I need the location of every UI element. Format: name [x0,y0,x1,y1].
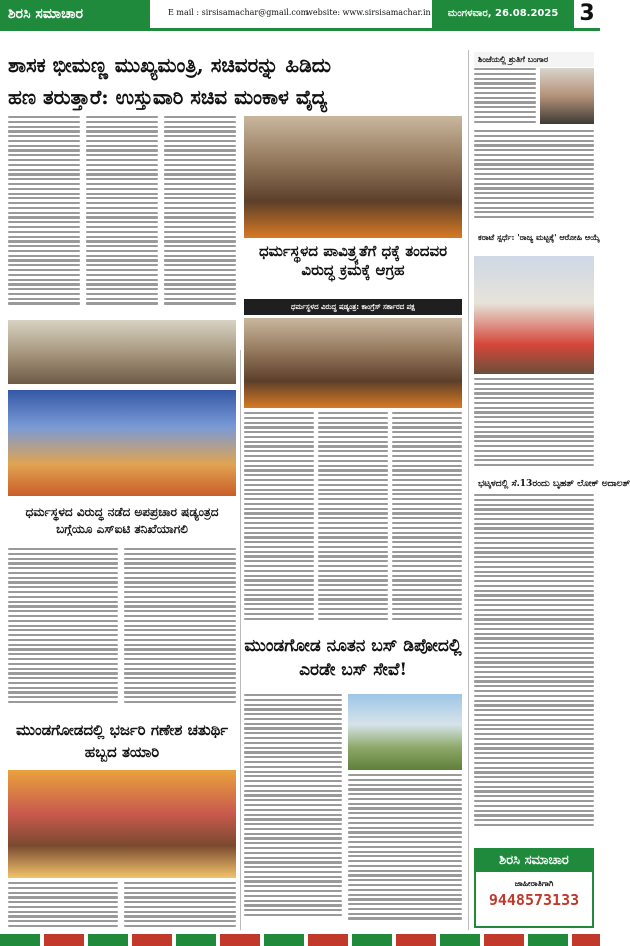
bus-body-col2 [348,774,462,930]
website-line: website: www.sirsisamachar.in [306,8,431,17]
column-divider [240,350,241,930]
ganesh-photo-market [8,770,236,878]
ad-title: ಶಿರಸಿ ಸಮಾಚಾರ [476,850,592,872]
dharmasthala-photo-protest [244,318,462,408]
conspiracy-body-col1 [8,548,118,712]
ad-label: ಜಾಹೀರಾತಿಗಾಗಿ [514,879,554,888]
masthead-rule [0,28,600,31]
bus-depot-headline: ಮುಂಡಗೋಡ ನೂತನ ಬಸ್ ಡಿಪೋದಲ್ಲಿ ಎರಡೇ ಬಸ್ ಸೇವೆ! [244,632,462,688]
newspaper-title: ಶಿರಸಿ ಸಮಾಚಾರ [0,0,150,28]
sidebar-gold-body-top [474,68,536,128]
sidebar-karate-body [474,378,594,472]
bus-body-col1 [244,694,342,930]
conspiracy-photo-stage [8,390,236,496]
lead-body-col3 [164,116,236,316]
column-divider [468,50,469,930]
page-number: 3 [579,1,595,26]
ganesh-body-col1 [8,882,118,930]
sidebar-gold-body [474,130,594,226]
sidebar-adalat-body [474,494,594,844]
ganesh-body-col2 [124,882,236,930]
shruti-portrait-photo [540,68,594,124]
karate-award-photo [474,256,594,374]
dharmasthala-body-col3 [392,412,462,630]
lead-body-col1 [8,116,80,316]
ganesh-headline: ಮುಂಡಗೋಡದಲ್ಲಿ ಭರ್ಜರಿ ಗಣೇಶ ಚತುರ್ಥಿ ಹಬ್ಬದ ತಯಾರಿ [8,716,236,768]
ad-phone-number: 9448573133 [488,891,580,909]
dharmasthala-headline: ಧರ್ಮಸ್ಥಳದ ಪಾವಿತ್ರ್ಯತೆಗೆ ಧಕ್ಕೆ ತಂದವರ ವಿರುದ್ಧ ಕ್ರಮಕ್ಕೆ ಆಗ್ರಹ [244,240,462,298]
email-line: E mail : sirsisamachar@gmail.com [168,8,309,17]
sidebar-title-gold: ಶಿಂಜೆಯಲ್ಲಿ ಶ್ರುತಿಗೆ ಬಂಗಾರ [474,52,594,67]
dharmasthala-body-col1 [244,412,314,630]
conspiracy-headline: ಧರ್ಮಸ್ಥಳದ ವಿರುದ್ಧ ನಡೆದ ಅಪಪ್ರಚಾರ ಷಡ್ಯಂತ್ರದ ಬಗ್ಗೆಯೂ ಎಸ್‌ಐಟಿ ತನಿಖೆಯಾಗಲಿ [8,500,236,544]
lead-headline-line1: ಶಾಸಕ ಭೀಮಣ್ಣ ಮುಖ್ಯಮಂತ್ರಿ, ಸಚಿವರನ್ನು ಹಿಡಿದು [8,53,331,77]
advertisement-box [474,848,594,928]
dharmasthala-subhead: ಧರ್ಮಸ್ಥಳದ ವಿರುದ್ಧ ಷಡ್ಯಂತ್ರ: ಕಾಂಗ್ರೆಸ್ ಸರ್ಕಾರದ ಪಕ್ಷ [244,299,462,315]
lead-photo-audience [8,320,236,384]
lead-body-col2 [86,116,158,316]
sidebar-title-adalat: ಭಟ್ಕಳದಲ್ಲಿ ಸೆ.13ರಂದು ಬೃಹತ್ ಲೋಕ್ ಅದಾಲತ್ [478,479,630,489]
lead-photo-ceremony [244,116,462,238]
lead-headline-line2: ಹಣ ತರುತ್ತಾರೆ: ಉಸ್ತುವಾರಿ ಸಚಿವ ಮಂಕಾಳ ವೈದ್ಯ [8,85,328,109]
dharmasthala-body-col2 [318,412,388,630]
conspiracy-body-col2 [124,548,236,712]
sidebar-title-karate: ಕರಾಟೆ ಸ್ಪರ್ಧೆ: 'ರಾಜ್ಯ ಮಟ್ಟಕ್ಕೆ' ಆರೋಹಿ ಆಯ್ಕೆ [478,232,600,242]
bus-depot-photo [348,694,462,770]
issue-date: ಮಂಗಳವಾರ, 26.08.2025 [432,0,574,28]
masthead [0,0,600,28]
footer-band [0,934,600,946]
